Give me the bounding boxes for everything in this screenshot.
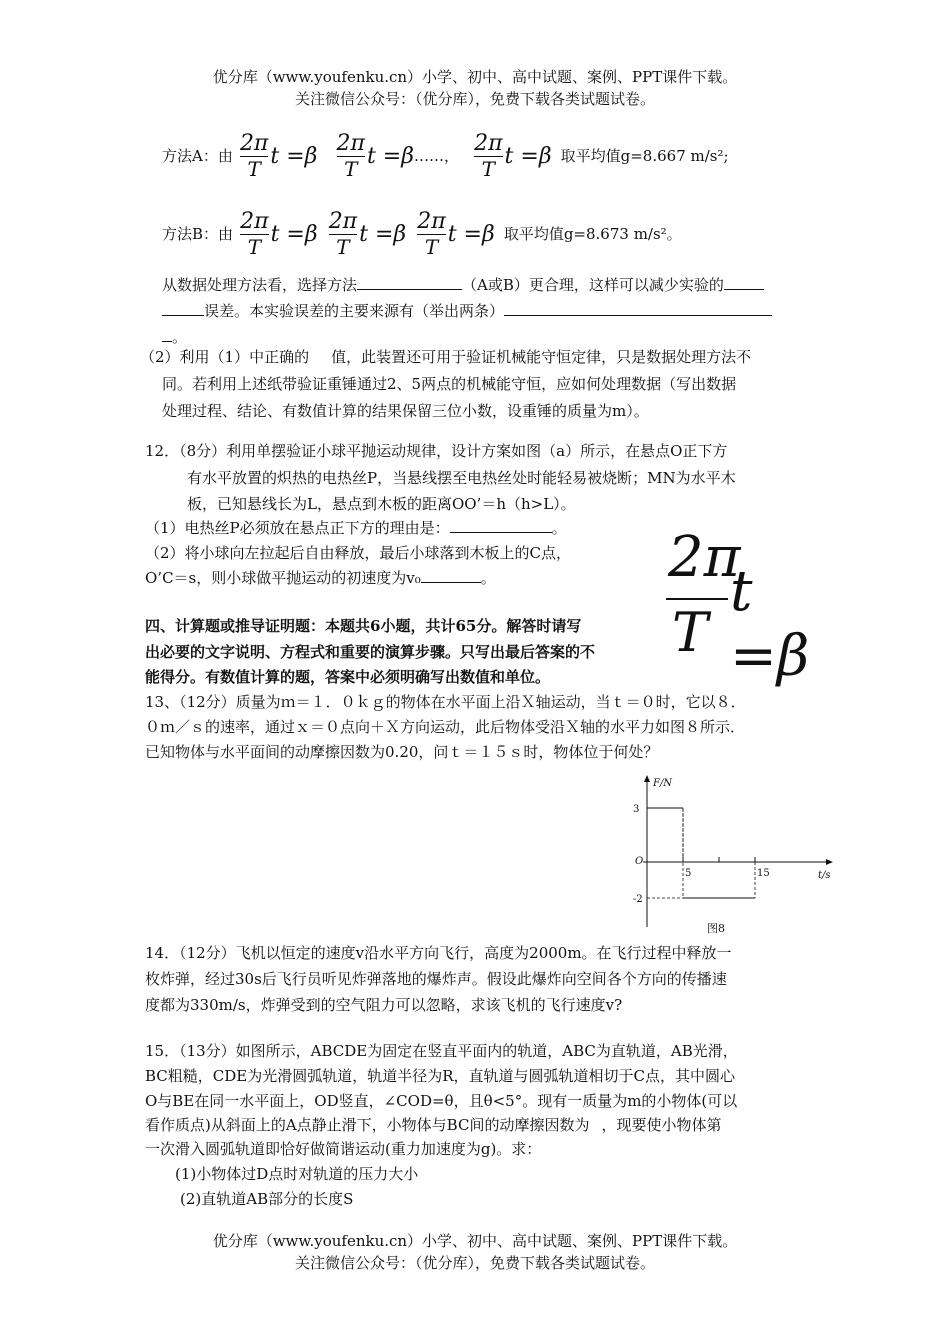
blank-error-source[interactable] [504,301,772,316]
method-a [162,132,729,181]
method-b-fraction-3: $\frac{2\pi}{T}$ [417,209,446,259]
method-a-fraction-3: $\frac{2\pi}{T}$ [474,131,503,181]
y-axis-label: F/N [653,778,673,789]
q15-line-5: 一次滑入圆弧轨道即恰好做简谐运动(重力加速度为g)。求： [145,1140,542,1158]
q15-line-3: O与BE在同一水平面上，OD竖直，∠COD=θ，且θ<5°。现有一质量为m的小物体(可以 [145,1092,738,1110]
y-axis-arrow [644,775,650,782]
q13-line-1: 13、（12分）质量为ｍ＝１．０ｋｇ的物体在水平面上沿Ｘ轴运动，当ｔ＝０时，它以８． [145,693,746,711]
y-tick-label: 3 [633,804,640,815]
method-b-rhs-2: t =β [359,222,407,247]
method-b-result: 取平均值g=8.673 m/s²。 [503,225,682,243]
origin-label: O [635,856,644,867]
q11-2-line-3: 处理过程、结论、有数值计算的结果保留三位小数，设重锤的质量为m）。 [162,402,649,420]
choose-line-3: 。 [162,324,187,351]
q14-line-1: 14．（12分）飞机以恒定的速度v沿水平方向飞行，高度为2000m。在飞行过程中释放一 [145,944,732,962]
q12-line-3: 板，已知悬线长为L，悬点到木板的距离OO’＝h（h>L）。 [187,495,576,513]
method-a-fraction-2: $\frac{2\pi}{T}$ [336,131,365,181]
q15-sub-2: (2)直轨道AB部分的长度S [180,1190,354,1208]
q15-line-2: BC粗糙，CDE为光滑圆弧轨道，轨道半径为R，直轨道与圆弧轨道相切于C点，其中圆心 [145,1067,736,1085]
x-tick-label: 5 [685,868,692,879]
q11-2-line-2: 同。若利用上述纸带验证重锤通过2、5两点的机械能守恒，应如何处理数据（写出数据 [162,375,737,393]
header-line-1: 优分库（www.youfenku.cn）小学、初中、高中试题、案例、PPT课件下载。 [212,68,738,86]
method-b-label: 方法B：由 [162,225,234,243]
big-formula-denominator: T [672,601,709,664]
section4-line-2: 出必要的文字说明、方程式和重要的演算步骤。只写出最后答案的不 [145,643,596,661]
method-a-rhs-2: t =β [366,144,414,169]
method-b-rhs-3: t =β [447,222,495,247]
figure-caption: 图8 [707,922,725,934]
section4-line-3: 能得分。有数值计算的题，答案中必须明确写出数值和单位。 [145,668,551,686]
blank-error-type-b[interactable] [162,301,204,316]
method-a-fraction-1: $\frac{2\pi}{T}$ [239,131,269,181]
blank-error-type-a[interactable] [724,275,764,290]
big-formula-rhs: t =β [730,559,810,689]
q14-line-2: 枚炸弹，经过30s后飞行员听见炸弹落地的爆炸声。假设此爆炸向空间各个方向的传播速 [145,970,727,988]
method-a-rhs-3: t =β [504,144,552,169]
method-b-rhs-1: t =β [270,222,318,247]
q12-line-1: 12．（8分）利用单摆验证小球平抛运动规律，设计方案如图（a）所示，在悬点O正下方 [145,442,728,460]
choose-line-2: 误差。本实验误差的主要来源有（举出两条） [162,298,772,325]
q12-line-2: 有水平放置的炽热的电热丝P，当悬线摆至电热丝处时能轻易被烧断；MN为水平木 [187,469,736,487]
q14-line-3: 度都为330m/s，炸弹受到的空气阻力可以忽略，求该飞机的飞行速度v? [145,996,623,1014]
method-b-fraction-2: $\frac{2\pi}{T}$ [328,209,358,259]
q13-line-3: 已知物体与水平面间的动摩擦因数为0.20，问ｔ＝１５ｓ时，物体位于何处？ [145,743,659,761]
footer-line-1: 优分库（www.youfenku.cn）小学、初中、高中试题、案例、PPT课件下载。 [212,1232,738,1250]
q15-line-4: 看作质点)从斜面上的A点静止滑下，小物体与BC间的动摩擦因数为 ，现要使小物体第 [145,1116,722,1134]
q12-sub-1: （1）电热丝P必须放在悬点正下方的理由是： 。 [145,519,567,537]
section4-line-1: 四、计算题或推导证明题：本题共6小题，共计65分。解答时请写 [145,617,582,635]
q13-line-2: ０ｍ／ｓ的速率，通过ｘ＝０点向＋Ｘ方向运动，此后物体受沿Ｘ轴的水平力如图８所示． [145,718,746,736]
y-tick-label: -2 [633,894,643,905]
q12-sub-2a: （2）将小球向左拉起后自由释放，最后小球落到木板上的C点， [145,544,572,562]
blank-q12-v0[interactable] [421,568,481,583]
method-a-dots: ……， [413,147,459,165]
big-formula [660,525,810,689]
method-a-result: 取平均值g=8.667 m/s²; [560,147,729,165]
choose-line-1: 从数据处理方法看，选择方法 （A或B）更合理，这样可以减少实验的 [162,272,764,299]
q11-2-line-1: （2）利用（1）中正确的 值，此装置还可用于验证机械能守恒定律，只是数据处理方法不 [140,348,752,366]
blank-q12-reason[interactable] [450,518,552,533]
blank-method[interactable] [357,275,462,290]
method-b-fraction-1: $\frac{2\pi}{T}$ [240,209,269,259]
x-tick-label: 15 [757,868,770,879]
big-formula-bar [666,598,728,600]
blank-error-source-cont[interactable] [162,327,172,342]
method-a-label: 方法A：由 [162,147,233,165]
method-b [162,210,682,259]
x-axis-label: t/s [818,870,831,881]
method-a-rhs-1: t =β [270,144,318,169]
figure-8-chart [625,772,840,934]
footer-line-2: 关注微信公众号：（优分库），免费下载各类试题试卷。 [294,1254,655,1272]
header-line-2: 关注微信公众号：（优分库），免费下载各类试题试卷。 [294,90,655,108]
x-axis-arrow [826,859,833,865]
q12-sub-2b: O’C＝s，则小球做平抛运动的初速度为v₀ 。 [145,569,496,587]
q15-line-1: 15．（13分）如图所示，ABCDE为固定在竖直平面内的轨道，ABC为直轨道，AB光滑， [145,1042,738,1060]
q15-sub-1: (1)小物体过D点时对轨道的压力大小 [175,1165,419,1183]
big-formula-numerator: 2π [668,525,741,590]
